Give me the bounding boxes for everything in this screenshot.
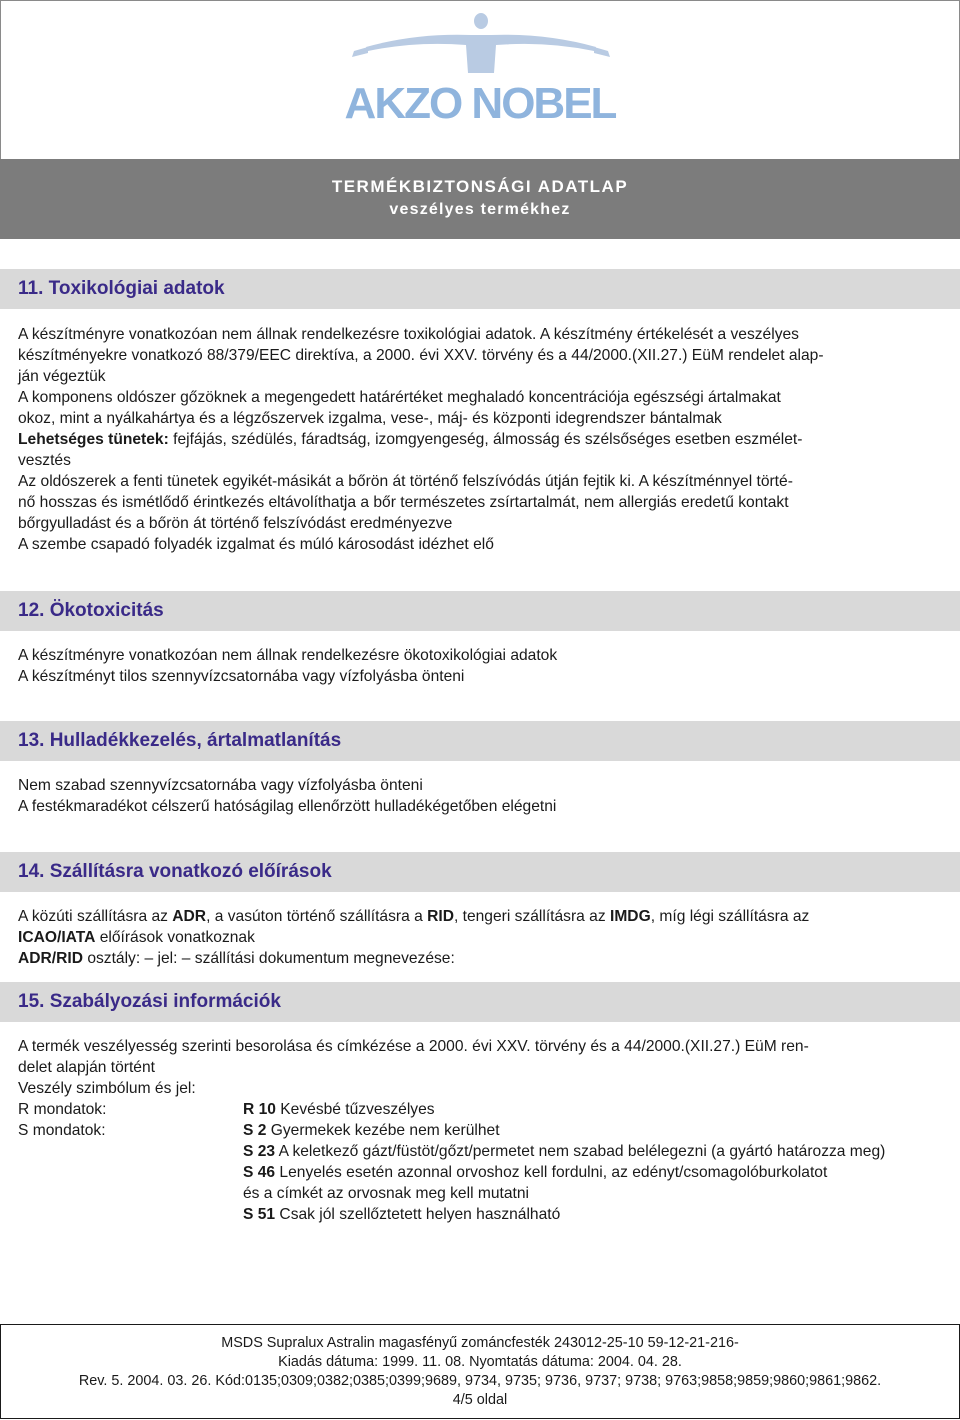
text-run: A közúti szállításra az: [18, 908, 173, 925]
footer-product: MSDS Supralux Astralin magasfényű zománcfesték 243012-25-10 59-12-21-216-: [221, 1335, 739, 1351]
section-11-title: 11. Toxikológiai adatok: [18, 278, 225, 299]
text-line: [18, 948, 942, 969]
section-14-header: [0, 852, 960, 892]
phrase-text: Lenyelés esetén azonnal orvoshoz kell fordulni, az edényt/csomagolóburkolatot: [275, 1164, 828, 1181]
section-12-header: [0, 591, 960, 631]
section-13-header: [0, 721, 960, 761]
text-run: , tengeri szállításra az: [453, 908, 610, 925]
phrase-text: A keletkező gázt/füstöt/gőzt/permetet nem szabad belélegezni (a gyártó határozza meg): [275, 1143, 886, 1160]
text-line: [18, 906, 942, 927]
section-12-title: 12. Ökotoxicitás: [18, 600, 164, 621]
s46-phrase: [243, 1162, 827, 1183]
footer-dates: Kiadás dátuma: 1999. 11. 08. Nyomtatás dátuma: 2004. 04. 28.: [278, 1354, 682, 1370]
logo-area: [1, 1, 959, 159]
r-phrases-label: R mondatok:: [18, 1101, 107, 1118]
s2-phrase: [243, 1120, 500, 1141]
phrase-text: Kevésbé tűzveszélyes: [275, 1101, 435, 1118]
text-line: A készítményre vonatkozóan nem állnak rendelkezésre ökotoxikológiai adatok: [18, 647, 558, 664]
section-15-title: 15. Szabályozási információk: [18, 991, 281, 1012]
section-15-intro: [18, 1036, 942, 1099]
text-line: A komponens oldószer gőzöknek a megengedett határértéket meghaladó koncentrációja egészségi ártalmakat: [18, 389, 781, 406]
section-12-body: [18, 645, 942, 687]
text-run: , míg légi szállításra az: [650, 908, 810, 925]
symptoms-text: fejfájás, szédülés, fáradtság, izomgyengeség, álmosság és szélsőséges esetben eszmélet-: [168, 431, 803, 448]
footer-revision: Rev. 5. 2004. 03. 26. Kód:0135;0309;0382;0385;0399;9689, 9734, 9735; 9736, 9737; 9738; 9763;9858;9859;9860;9861;9862.: [78, 1373, 882, 1389]
company-logo: AKZO NOBEL: [344, 79, 616, 128]
text-line: Az oldószerek a fenti tünetek egyikét-másikát a bőrön át történő felszívódás útján fejtik ki. A készítménnyel törté-: [18, 473, 793, 490]
section-13-title: 13. Hulladékkezelés, ártalmatlanítás: [18, 730, 342, 751]
section-14-title: 14. Szállításra vonatkozó előírások: [18, 861, 332, 882]
text-line: A készítményt tilos szennyvízcsatornába vagy vízfolyásba önteni: [18, 668, 465, 685]
s23-phrase: [243, 1141, 885, 1162]
section-11-header: [0, 269, 960, 309]
phrase-code: R 10: [243, 1101, 276, 1118]
text-run: osztály: – jel: – szállítási dokumentum megnevezése:: [82, 950, 455, 967]
text-line: A szembe csapadó folyadék izgalmat és múló károsodást idézhet elő: [18, 536, 494, 553]
s46-phrase-continued: és a címkét az orvosnak meg kell mutatni: [243, 1185, 530, 1202]
phrase-code: S 23: [243, 1143, 276, 1160]
r10-phrase: [243, 1099, 435, 1120]
text-line: Veszély szimbólum és jel:: [18, 1080, 196, 1097]
text-line: készítményekre vonatkozó 88/379/EEC direktíva, a 2000. évi XXV. törvény és a 44/2000.(XII.27.) EüM rendelet alap-: [18, 347, 824, 364]
document-title: TERMÉKBIZTONSÁGI ADATLAP: [331, 177, 629, 196]
akzo-nobel-figure-icon: [346, 7, 616, 87]
phrase-code: S 46: [243, 1164, 276, 1181]
text-run: előírások vonatkoznak: [95, 929, 255, 946]
phrase-text: Csak jól szellőztetett helyen használható: [275, 1206, 561, 1223]
section-15-header: [0, 982, 960, 1022]
text-line: vesztés: [18, 452, 71, 469]
text-run: , a vasúton történő szállításra a: [206, 908, 428, 925]
phrase-code: S 51: [243, 1206, 276, 1223]
text-line: bőrgyulladást és a bőrön át történő felszívódást eredményezve: [18, 515, 453, 532]
page-footer: [0, 1324, 960, 1419]
text-line: ján végeztük: [18, 368, 106, 385]
imdg-label: IMDG: [609, 908, 651, 925]
section-13-body: [18, 775, 942, 817]
text-line: A termék veszélyesség szerinti besorolása és címkézése a 2000. évi XXV. törvény és a 44/2000.(XII.27.) EüM ren-: [18, 1038, 809, 1055]
section-11-body: [18, 324, 942, 555]
phrases-block: [18, 1099, 942, 1229]
text-line: delet alapján történt: [18, 1059, 155, 1076]
text-line: A festékmaradékot célszerű hatóságilag ellenőrzött hulladékégetőben elégetni: [18, 798, 557, 815]
icao-label: ICAO/IATA: [18, 929, 96, 946]
text-line: Nem szabad szennyvízcsatornába vagy vízfolyásba önteni: [18, 777, 423, 794]
document-subtitle: veszélyes termékhez: [389, 201, 571, 218]
s51-phrase: [243, 1204, 560, 1225]
text-line: [18, 429, 942, 450]
adr-label: ADR: [172, 908, 207, 925]
text-line: A készítményre vonatkozóan nem állnak rendelkezésre toxikológiai adatok. A készítmény értékelését a veszélyes: [18, 326, 799, 343]
text-line: okoz, mint a nyálkahártya és a légzőszervek izgalma, vese-, máj- és központi idegrendszer bántalmak: [18, 410, 722, 427]
s-phrases-label: S mondatok:: [18, 1122, 106, 1139]
text-line: [18, 927, 942, 948]
section-14-body: [18, 906, 942, 969]
footer-page-number: 4/5 oldal: [452, 1392, 508, 1408]
header-band: [0, 159, 960, 239]
symptoms-label: Lehetséges tünetek:: [18, 431, 169, 448]
phrase-code: S 2: [243, 1122, 267, 1139]
text-line: nő hosszas és ismétlődő érintkezés eltávolíthatja a bőr természetes zsírtartalmát, nem allergiás eredetű kontakt: [18, 494, 789, 511]
phrase-text: Gyermekek kezébe nem kerülhet: [266, 1122, 500, 1139]
rid-label: RID: [427, 908, 454, 925]
adr-rid-label: ADR/RID: [18, 950, 83, 967]
